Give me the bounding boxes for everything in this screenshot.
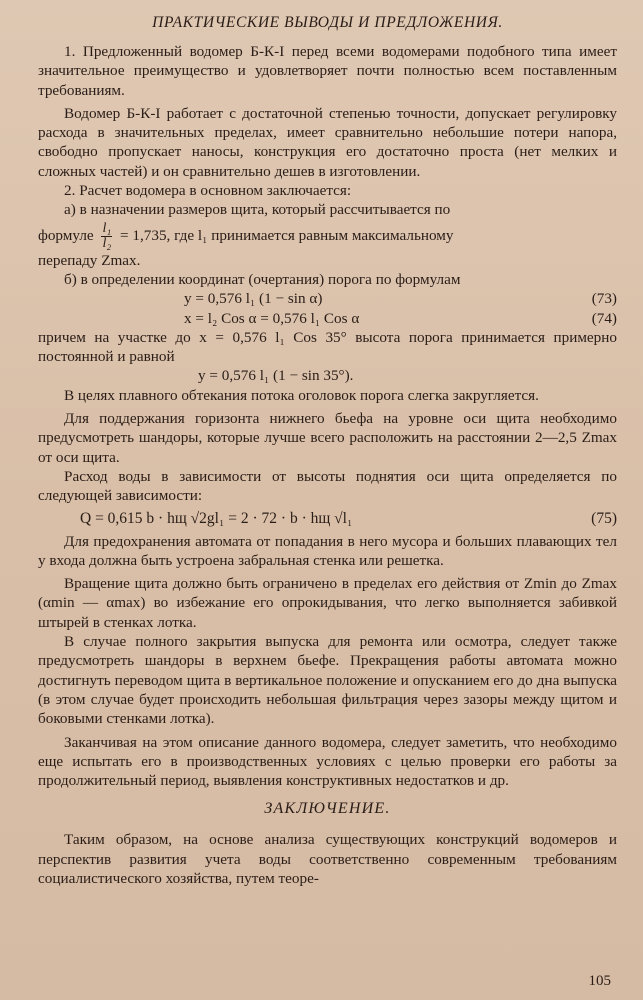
- formula-suffix: = 1,735, где l₁ принимается равным максимальному: [120, 226, 454, 244]
- paragraph-9: В целях плавного обтекания потока оголовок порога слегка закругляется.: [64, 386, 539, 404]
- fraction-denominator: l₂: [102, 235, 112, 251]
- formula-73: [38, 289, 617, 308]
- formula-75: [38, 508, 617, 530]
- paragraph-12: Для предохранения автомата от попадания в него мусора и больших плавающих тел у входа должна быть устроена забральная стенка или решетка.: [38, 532, 617, 569]
- paragraph-7: б) в определении координат (очертания) порога по формулам: [64, 270, 461, 288]
- formula-74-number: (74): [591, 309, 617, 327]
- page-header: ПРАКТИЧЕСКИЕ ВЫВОДЫ И ПРЕДЛОЖЕНИЯ.: [152, 14, 503, 31]
- paragraph-1: 1. Предложенный водомер Б-К-I перед всеми водомерами подобного типа имеет значительное преимущество и удовлетворяет почти полностью всем поставленным требованиям.: [38, 43, 617, 99]
- paragraph-11: Расход воды в зависимости от высоты поднятия оси щита определяется по следующей зависимости:: [38, 467, 617, 505]
- formula-74: [38, 309, 617, 328]
- paragraph-14: В случае полного закрытия выпуска для ремонта или осмотра, следует также предусмотреть шандоры в верхнем бьефе. Прекращения работы автомата можно достигнуть переводом щита в вертикальное положение и опусканием его до дна выпуска (в этом случае будет происходить небольшая фильтрация через зазоры между щитом и боковыми стенками лотка).: [38, 633, 617, 728]
- paragraph-2: Водомер Б-К-I работает с достаточной степенью точности, допускает регулировку расхода в значительных пределах, имеет сравнительно небольшие потери напора, свободно пропускает наносы, конструкция его достаточно проста (нет мелких и сложных частей) и он сравнительно дешев в изготовлении.: [38, 104, 617, 180]
- paragraph-3: 2. Расчет водомера в основном заключается:: [64, 182, 352, 200]
- section-title-conclusion: ЗАКЛЮЧЕНИЕ.: [264, 800, 391, 818]
- formula-73-expression: y = 0,576 l₁ (1 − sin α): [184, 290, 323, 308]
- paragraph-15: Заканчивая на этом описание данного водомера, следует заметить, что необходимо еще испытать его в производственных условиях с целью проверки его работы за продолжительный период, выявления конструктивных недостатков и др.: [38, 733, 617, 790]
- paragraph-13: Вращение щита должно быть ограничено в пределах его действия от Zmin до Zmax (αmin — αmax) во избежание его опрокидывания, что легко выполняется забивкой штырей в стенках лотка.: [38, 575, 617, 631]
- paragraph-10: Для поддержания горизонта нижнего бьефа на уровне оси щита необходимо предусмотреть шандоры, которые лучше всего расположить на расстоянии 2—2,5 Zmax от оси щита.: [38, 410, 617, 466]
- fraction-numerator: l₁: [102, 220, 112, 236]
- paragraph-6: перепаду Zmax.: [38, 251, 141, 269]
- formula-74-expression: x = l₂ Cos α = 0,576 l₁ Cos α: [184, 309, 360, 327]
- fraction-l1-l2: [101, 222, 112, 251]
- formula-75-expression: Q = 0,615 b · hщ √2gl₁ = 2 · 72 · b · hщ √l₁: [80, 509, 353, 527]
- paragraph-16: Таким образом, на основе анализа существующих конструкций водомеров и перспектив развития учета воды соответственно современным требованиям социалистического хозяйства, путем теоре-: [38, 831, 617, 887]
- formula-y35: y = 0,576 l₁ (1 − sin 35°).: [198, 367, 354, 385]
- paragraph-5: [38, 222, 617, 251]
- paragraph-8: причем на участке до x = 0,576 l₁ Cos 35° высота порога принимается примерно постоянной и равной: [38, 328, 617, 366]
- formula-prefix: формуле: [38, 226, 94, 244]
- formula-73-number: (73): [591, 290, 617, 308]
- paragraph-4: а) в назначении размеров щита, который рассчитывается по: [64, 201, 451, 219]
- formula-75-number: (75): [591, 509, 617, 527]
- page-number: 105: [588, 973, 611, 989]
